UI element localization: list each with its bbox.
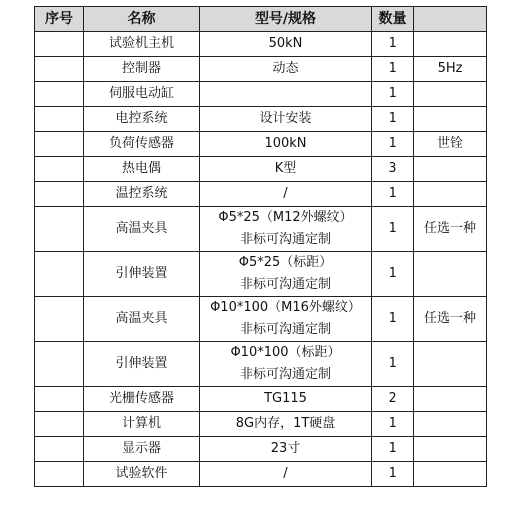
spec-line: 动态 [272,61,299,76]
cell-no [35,132,84,157]
cell-note [414,82,487,107]
spec-line: 8G内存，1T硬盘 [235,416,336,431]
cell-name: 引伸装置 [84,342,200,387]
spec-line: TG115 [264,391,307,406]
table-row [35,57,487,82]
spec-line: K型 [274,161,297,176]
cell-no [35,412,84,437]
cell-spec [200,182,372,207]
cell-qty: 1 [372,462,414,487]
cell-no [35,157,84,182]
table-row [35,342,487,387]
cell-qty: 3 [372,157,414,182]
cell-no [35,342,84,387]
spec-line: Φ5*25（标距） [238,255,333,270]
spec-line: 50kN [268,36,303,51]
spec-line: 非标可沟通定制 [239,232,331,247]
table-row [35,82,487,107]
header-name: 名称 [84,7,200,32]
header-row [35,7,487,32]
cell-spec [200,387,372,412]
spec-table [34,6,487,487]
cell-name: 高温夹具 [84,207,200,252]
cell-note: 5Hz [414,57,487,82]
cell-name: 试验机主机 [84,32,200,57]
cell-qty: 2 [372,387,414,412]
spec-line: 100kN [264,136,307,151]
cell-no [35,57,84,82]
cell-qty: 1 [372,132,414,157]
table-row [35,297,487,342]
spec-line: 23寸 [270,441,301,456]
table-row [35,437,487,462]
cell-qty: 1 [372,57,414,82]
cell-spec [200,342,372,387]
cell-name: 光栅传感器 [84,387,200,412]
table-row [35,462,487,487]
cell-note [414,342,487,387]
spec-line: 非标可沟通定制 [239,277,331,292]
cell-no [35,462,84,487]
cell-qty: 1 [372,182,414,207]
spec-line: 设计安装 [259,111,312,126]
table-row [35,207,487,252]
cell-qty: 1 [372,32,414,57]
cell-note [414,182,487,207]
cell-spec [200,297,372,342]
spec-line: Φ5*25（M12外螺纹） [218,210,353,225]
spec-line: 非标可沟通定制 [239,322,331,337]
cell-note: 任选一种 [414,297,487,342]
cell-spec [200,132,372,157]
cell-no [35,32,84,57]
cell-spec [200,252,372,297]
cell-qty: 1 [372,342,414,387]
cell-note [414,412,487,437]
spec-line: 非标可沟通定制 [239,367,331,382]
cell-note [414,107,487,132]
cell-spec [200,437,372,462]
cell-name: 伺服电动缸 [84,82,200,107]
table-row [35,412,487,437]
cell-note [414,387,487,412]
cell-name: 试验软件 [84,462,200,487]
cell-no [35,387,84,412]
cell-note: 任选一种 [414,207,487,252]
table-row [35,387,487,412]
cell-no [35,297,84,342]
table-row [35,107,487,132]
table-row [35,157,487,182]
cell-no [35,437,84,462]
cell-spec [200,107,372,132]
header-no: 序号 [35,7,84,32]
cell-spec [200,462,372,487]
spec-line: Φ10*100（标距） [230,345,341,360]
cell-qty: 1 [372,207,414,252]
cell-qty: 1 [372,252,414,297]
cell-qty: 1 [372,82,414,107]
table-row [35,132,487,157]
cell-qty: 1 [372,107,414,132]
cell-note [414,157,487,182]
cell-name: 引伸装置 [84,252,200,297]
table-row [35,32,487,57]
cell-no [35,207,84,252]
cell-no [35,82,84,107]
cell-note [414,252,487,297]
spec-line: / [283,466,288,481]
cell-spec [200,57,372,82]
cell-no [35,252,84,297]
cell-qty: 1 [372,437,414,462]
cell-spec [200,412,372,437]
cell-name: 电控系统 [84,107,200,132]
cell-name: 显示器 [84,437,200,462]
cell-spec [200,157,372,182]
cell-name: 控制器 [84,57,200,82]
cell-name: 热电偶 [84,157,200,182]
cell-name: 计算机 [84,412,200,437]
cell-name: 负荷传感器 [84,132,200,157]
cell-qty: 1 [372,297,414,342]
cell-qty: 1 [372,412,414,437]
table-row [35,182,487,207]
cell-note [414,437,487,462]
table-row [35,252,487,297]
spec-line: / [283,186,288,201]
header-note [414,7,487,32]
cell-note: 世铨 [414,132,487,157]
cell-spec [200,32,372,57]
cell-name: 高温夹具 [84,297,200,342]
cell-spec [200,82,372,107]
cell-spec [200,207,372,252]
cell-no [35,182,84,207]
cell-no [35,107,84,132]
cell-note [414,32,487,57]
header-spec: 型号/规格 [200,7,372,32]
spec-line: Φ10*100（M16外螺纹） [210,300,361,315]
header-qty: 数量 [372,7,414,32]
cell-note [414,462,487,487]
cell-name: 温控系统 [84,182,200,207]
